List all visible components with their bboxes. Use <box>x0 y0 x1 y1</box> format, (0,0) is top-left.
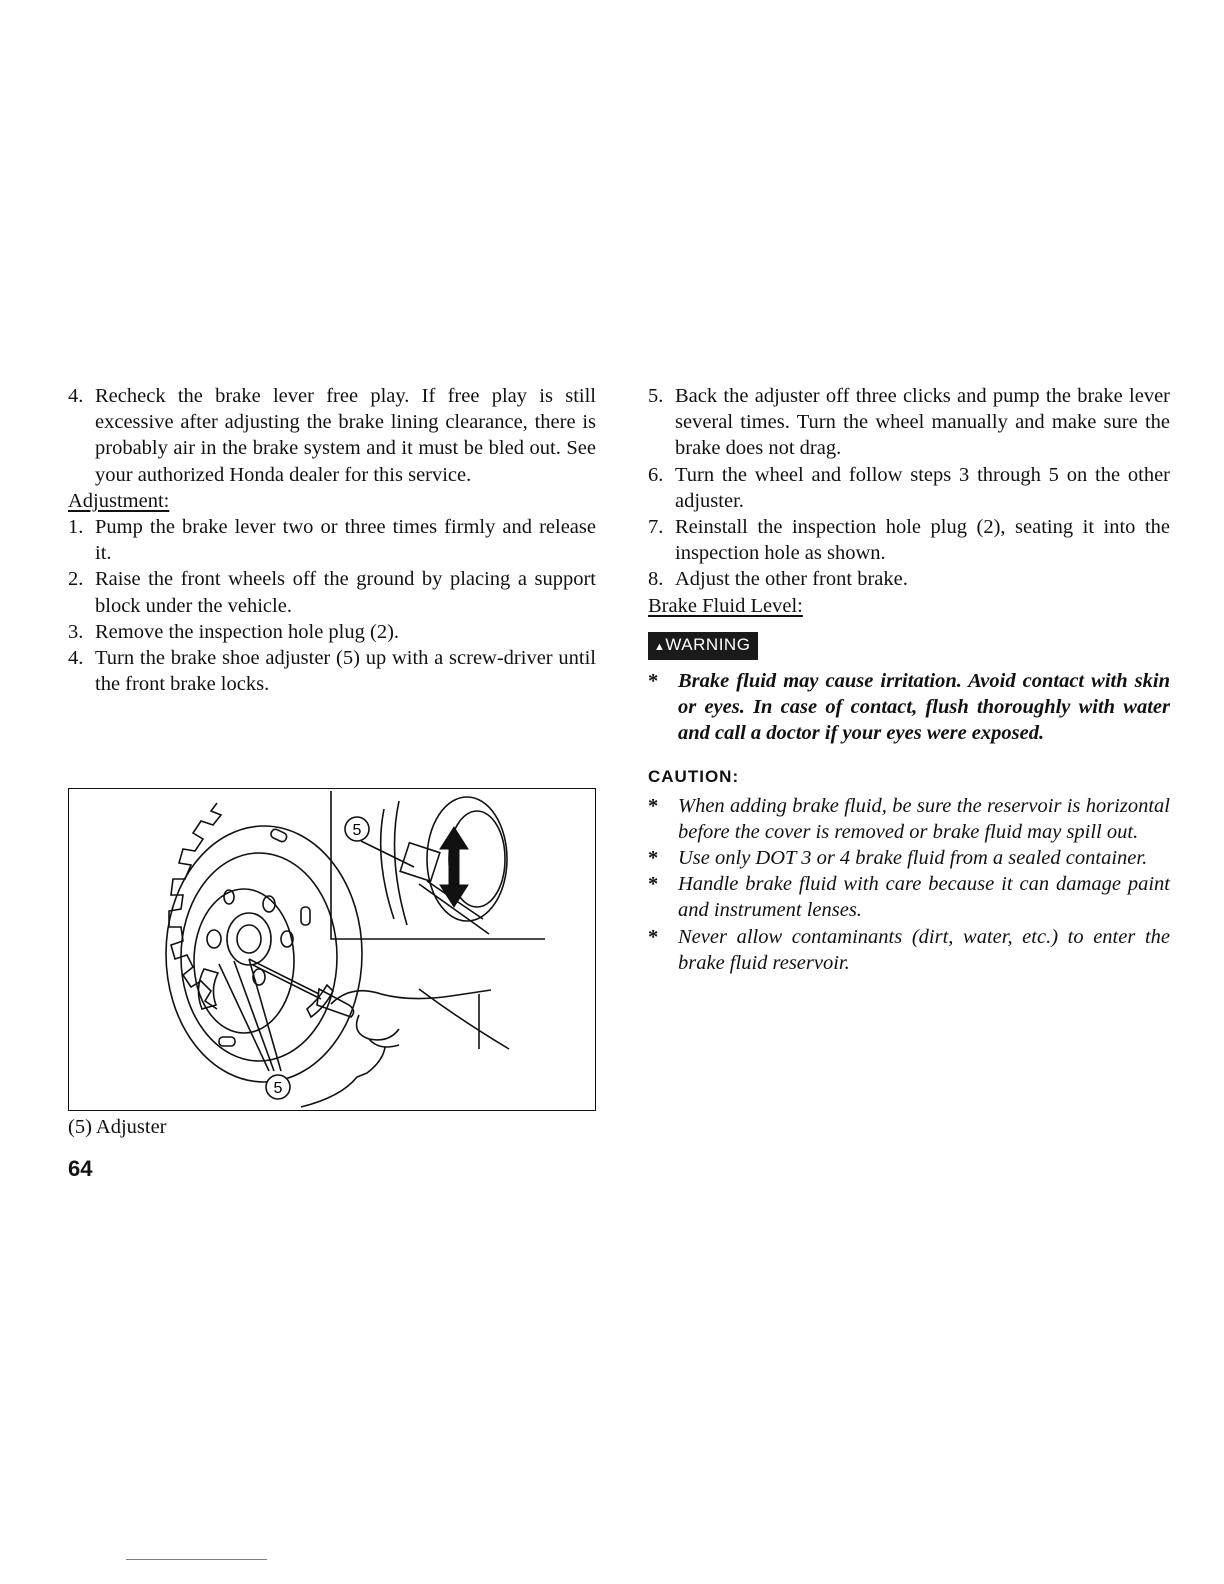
caution-text: Handle brake fluid with care because it can damage paint and instrument lenses. <box>678 873 1170 922</box>
warning-item <box>648 668 1170 747</box>
page-number: 64 <box>68 1156 93 1181</box>
step-text: Raise the front wheels off the ground by placing a support block under the vehicle. <box>95 568 596 617</box>
step-number: 5. <box>648 385 664 407</box>
bullet-asterisk-icon: * <box>648 925 659 948</box>
caution-text: When adding brake fluid, be sure the reservoir is horizontal before the cover is removed or brake fluid may spill out. <box>678 794 1170 843</box>
footer-rule <box>126 1559 267 1560</box>
callout-number: 5 <box>273 1080 283 1097</box>
caution-item <box>648 924 1170 976</box>
inset-frame <box>331 791 545 939</box>
adjustment-step <box>648 383 1170 462</box>
adjust-direction-arrow <box>440 827 468 907</box>
bullet-asterisk-icon: * <box>648 669 659 692</box>
bullet-asterisk-icon: * <box>648 794 659 817</box>
caution-text: Use only DOT 3 or 4 brake fluid from a sealed container. <box>678 847 1148 870</box>
bullet-asterisk-icon: * <box>648 873 659 896</box>
caution-text: Never allow contaminants (dirt, water, etc.) to enter the brake fluid reservoir. <box>678 925 1170 974</box>
hand <box>331 989 509 1049</box>
step-number: 3. <box>68 620 84 643</box>
step-number: 8. <box>648 568 664 591</box>
brake-fluid-heading: Brake Fluid Level: <box>648 594 803 617</box>
step-number: 6. <box>648 463 664 486</box>
step-number: 7. <box>648 516 664 539</box>
figure-caption: (5) Adjuster <box>68 1116 167 1138</box>
step-number: 4. <box>68 385 84 407</box>
warning-badge <box>648 632 758 660</box>
adjustment-step <box>648 514 1170 566</box>
wheel-hub <box>227 913 271 965</box>
step-text: Pump the brake lever two or three times firmly and release it. <box>95 516 596 565</box>
screwdriver-shaft <box>249 959 319 994</box>
step-text: Remove the inspection hole plug (2). <box>95 620 400 643</box>
step-number: 4. <box>68 647 84 670</box>
adjustment-step <box>68 619 596 645</box>
warning-label: WARNING <box>665 634 751 654</box>
right-column <box>648 383 1170 976</box>
brake-adjuster-illustration <box>68 788 596 1111</box>
warning-text: Brake fluid may cause irritation. Avoid contact with skin or eyes. In case of contact, flush thoroughly with water and call a doctor if your eyes were exposed. <box>678 669 1170 745</box>
step-number: 1. <box>68 516 84 539</box>
wheel-drawing <box>69 789 597 1112</box>
adjustment-heading: Adjustment: <box>68 489 170 512</box>
step-text: Adjust the other front brake. <box>675 568 908 591</box>
caution-item <box>648 793 1170 845</box>
recheck-step <box>68 383 596 488</box>
step-text: Back the adjuster off three clicks and pump the brake lever several times. Turn the wheel manually and make sure the brake does not drag. <box>675 385 1170 460</box>
step-number: 2. <box>68 568 84 591</box>
caution-item <box>648 871 1170 923</box>
adjustment-step <box>648 566 1170 592</box>
adjustment-step <box>68 514 596 566</box>
step-text: Reinstall the inspection hole plug (2), seating it into the inspection hole as shown. <box>675 516 1170 565</box>
step-text: Turn the brake shoe adjuster (5) up with a screw-driver until the front brake locks. <box>95 647 596 696</box>
adjustment-step <box>648 462 1170 514</box>
step-text: Turn the wheel and follow steps 3 through 5 on the other adjuster. <box>675 463 1170 512</box>
warning-triangle-icon: ▲ <box>654 640 666 653</box>
bullet-asterisk-icon: * <box>648 847 659 870</box>
left-column <box>68 383 596 697</box>
adjustment-step <box>68 645 596 697</box>
callout-number: 5 <box>352 822 362 839</box>
adjustment-step <box>68 566 596 618</box>
caution-title: CAUTION: <box>648 767 740 787</box>
caution-item <box>648 845 1170 871</box>
step-text: Recheck the brake lever free play. If free play is still excessive after adjusting the brake lining clearance, there is probably air in the brake system and it must be bled out. See your authorized Honda dealer for this service. <box>95 385 596 486</box>
